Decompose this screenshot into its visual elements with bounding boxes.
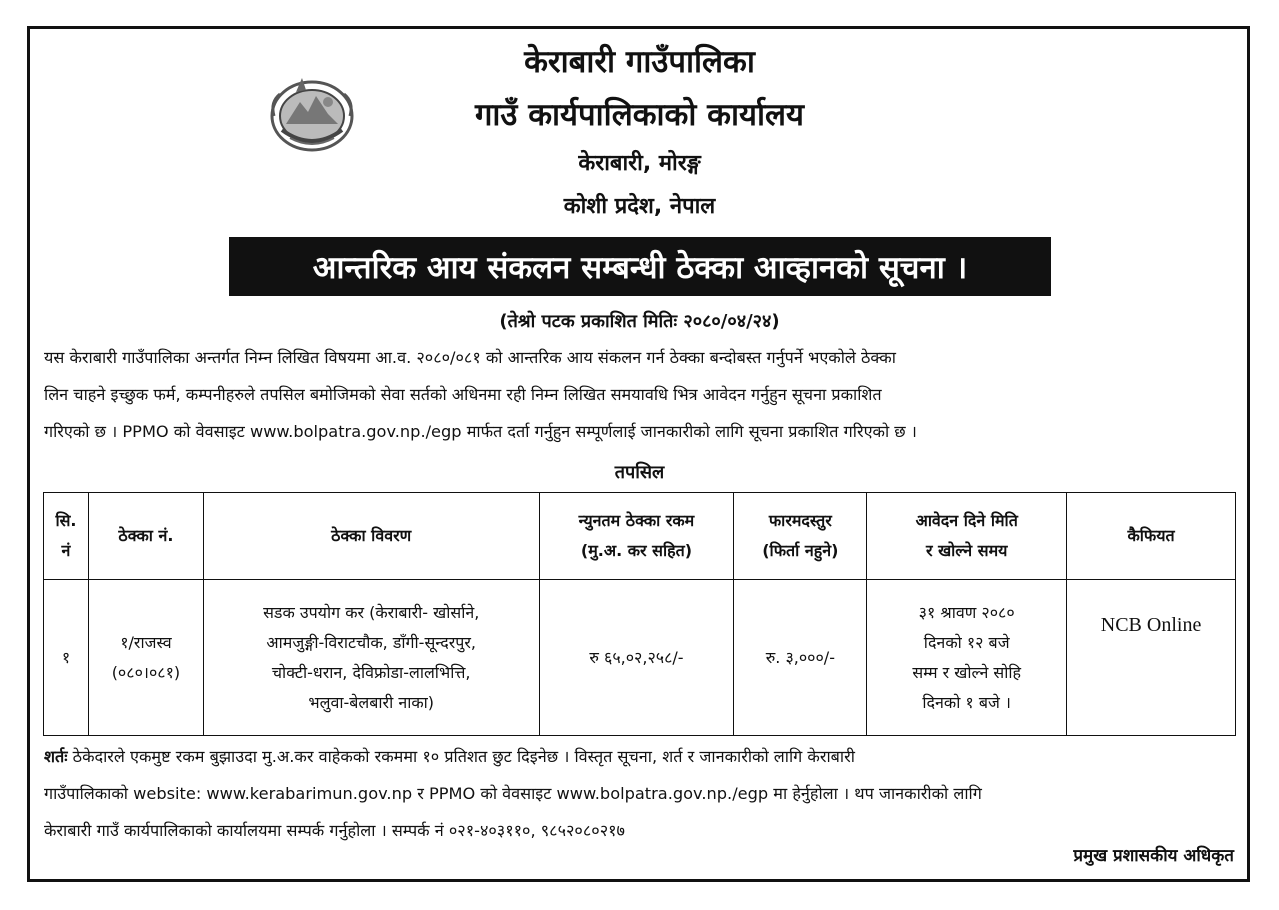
publication-date: (तेश्रो पटक प्रकाशित मितिः २०८०/०४/२४) [499, 311, 780, 332]
province-country: कोशी प्रदेश, नेपाल [563, 194, 716, 219]
cell-contract-no: १/राजस्व (०८०।०८१) [88, 580, 203, 736]
terms-label: शर्तः [44, 747, 68, 766]
header-sn: सि. नं [44, 493, 89, 580]
terms-line: केराबारी गाउँ कार्यपालिकाको कार्यालयमा सम्पर्क गर्नुहोला । सम्पर्क नं ०२१-४०३११०, ९८५२०८०२१७ [44, 821, 625, 840]
cell-sn: १ [44, 580, 89, 736]
office-name: गाउँ कार्यपालिकाको कार्यालय [474, 97, 805, 133]
header-min-amount: न्युनतम ठेक्का रकम (मु.अ. कर सहित) [539, 493, 734, 580]
table-row [44, 580, 1236, 736]
cell-application-date: ३१ श्रावण २०८० दिनको १२ बजे सम्म र खोल्ने सोहि दिनको १ बजे । [867, 580, 1067, 736]
cell-remarks: NCB Online [1067, 580, 1236, 736]
cell-min-amount: रु ६५,०२,२५८/- [539, 580, 734, 736]
notice-title-banner: आन्तरिक आय संकलन सम्बन्धी ठेक्का आव्हानको सूचना । [229, 237, 1051, 296]
header-remarks: कैफियत [1067, 493, 1236, 580]
terms-line: शर्तः ठेकेदारले एकमुष्ट रकम बुझाउदा मु.अ.कर वाहेकको रकममा १० प्रतिशत छुट दिइनेछ । विस्तृत सूचना, शर्त र जानकारीको लागि केराबारी [44, 747, 855, 766]
contract-table [43, 492, 1236, 736]
intro-line: लिन चाहने इच्छुक फर्म, कम्पनीहरुले तपसिल बमोजिमको सेवा सर्तको अधिनमा रही निम्न लिखित समयावधि भित्र आवेदन गर्नुहुन सूचना प्रकाशित [44, 385, 882, 404]
terms-paragraph [44, 738, 1237, 849]
table-header-row [44, 493, 1236, 580]
header-application-date: आवेदन दिने मिति र खोल्ने समय [867, 493, 1067, 580]
intro-line: गरिएको छ । PPMO को वेवसाइट www.bolpatra.gov.np./egp मार्फत दर्ता गर्नुहुन सम्पूर्णलाई जानकारीको लागि सूचना प्रकाशित गरिएको छ । [44, 422, 917, 441]
schedule-heading: तपसिल [614, 462, 665, 483]
header-form-fee: फारमदस्तुर (फिर्ता नहुने) [734, 493, 867, 580]
municipality-name: केराबारी गाउँपालिका [524, 44, 755, 80]
office-location: केराबारी, मोरङ्ग [578, 151, 701, 176]
header-contract-no: ठेक्का नं. [88, 493, 203, 580]
header-description: ठेक्का विवरण [203, 493, 539, 580]
signatory-title: प्रमुख प्रशासकीय अधिकृत [1073, 846, 1234, 866]
intro-paragraph [44, 339, 1237, 450]
cell-description: सडक उपयोग कर (केराबारी- खोर्साने, आमजुङ्गी-विराटचौक, डाँगी-सून्दरपुर, चोक्टी-धरान, देविफ्रोडा-लालभित्ति, भलुवा-बेलबारी नाका) [203, 580, 539, 736]
terms-line: गाउँपालिकाको website: www.kerabarimun.gov.np र PPMO को वेवसाइट www.bolpatra.gov.np./egp मा हेर्नुहोला । थप जानकारीको लागि [44, 784, 982, 803]
cell-form-fee: रु. ३,०००/- [734, 580, 867, 736]
intro-line: यस केराबारी गाउँपालिका अन्तर्गत निम्न लिखित विषयमा आ.व. २०८०/०८१ को आन्तरिक आय संकलन गर्न ठेक्का बन्दोबस्त गर्नुपर्ने भएकोले ठेक्का [44, 348, 896, 367]
